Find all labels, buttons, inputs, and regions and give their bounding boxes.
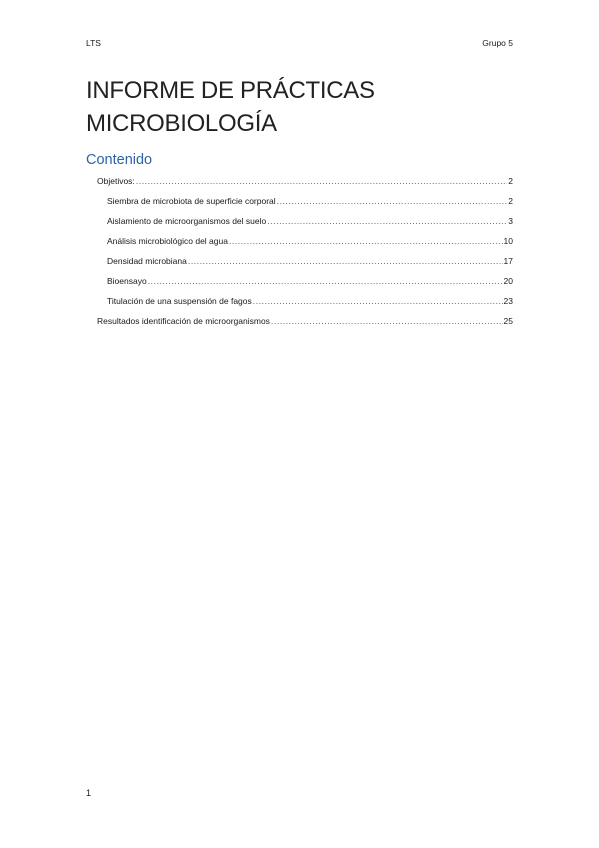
title-line-1: INFORME DE PRÁCTICAS [86,77,375,104]
toc-entry-resultados[interactable] [97,316,513,326]
toc-entry-aislamiento[interactable] [107,216,513,226]
toc-entry-page: 2 [508,176,513,186]
toc-entry-siembra[interactable] [107,196,513,206]
toc-entry-label: Análisis microbiológico del agua [107,236,228,246]
toc-leader-dots [229,236,503,246]
toc-leader-dots [271,316,503,326]
toc-leader-dots [277,196,508,206]
toc-entry-label: Densidad microbiana [107,256,187,266]
toc-entry-densidad[interactable] [107,256,513,266]
page-number: 1 [86,788,92,798]
toc-leader-dots [136,176,507,186]
toc-entry-page: 25 [503,316,513,326]
header-right-text: Grupo 5 [482,38,513,48]
toc-entry-page: 17 [503,256,513,266]
header-left-text: LTS [86,38,101,48]
toc-entry-label: Objetivos: [97,176,135,186]
toc-leader-dots [253,296,503,306]
toc-leader-dots [267,216,507,226]
toc-entry-label: Resultados identificación de microorganismos [97,316,270,326]
toc-entry-label: Siembra de microbiota de superficie corporal [107,196,276,206]
document-title [86,74,375,140]
toc-entry-page: 10 [503,236,513,246]
toc-entry-titulacion[interactable] [107,296,513,306]
toc-entry-page: 20 [503,276,513,286]
toc-entry-analisis-agua[interactable] [107,236,513,246]
toc-entry-page: 3 [508,216,513,226]
toc-entry-page: 23 [503,296,513,306]
title-line-2: MICROBIOLOGÍA [86,110,277,137]
toc-entry-label: Bioensayo [107,276,147,286]
toc-entry-label: Titulación de una suspensión de fagos [107,296,252,306]
toc-entry-bioensayo[interactable] [107,276,513,286]
toc-heading: Contenido [86,152,153,168]
toc-entry-label: Aislamiento de microorganismos del suelo [107,216,267,226]
toc-leader-dots [148,276,503,286]
toc-entry-page: 2 [508,196,513,206]
toc-leader-dots [188,256,503,266]
toc-entry-objetivos[interactable] [97,176,513,186]
